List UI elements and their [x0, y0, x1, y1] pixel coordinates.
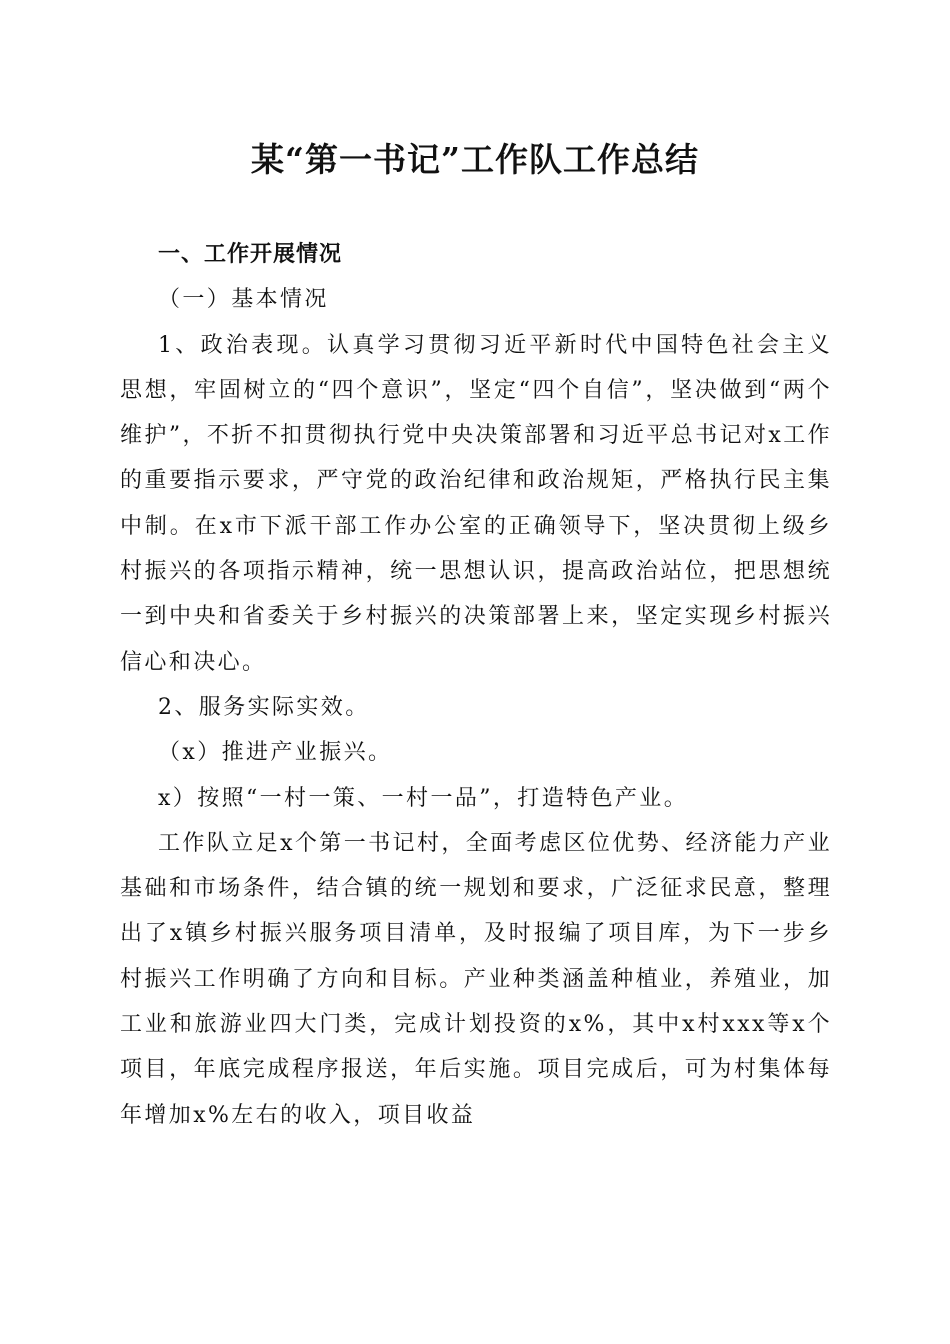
subsection-heading: （一）基本情况 — [158, 287, 329, 313]
document-title: 某“第一书记”工作队工作总结 — [251, 140, 699, 179]
paragraph-team: 工作队立足x个第一书记村，全面考虑区位优势、经济能力产业基础和市场条件，结合镇的统一规划和要求，广泛征求民意，整理出了x镇乡村振兴服务项目清单，及时报编了项目库，为下一步乡村振兴工作明确了方向和目标。产业种类涵盖种植业，养殖业，加工业和旅游业四大门类，完成计划投资的x%，其中x村xxx等x个项目，年底完成程序报送，年后实施。项目完成后，可为村集体每年增加x%左右的收入，项目收益 — [120, 830, 832, 1128]
paragraph-plan: x）按照“一村一策、一村一品”，打造特色产业。 — [158, 785, 689, 811]
paragraph-industry: （x）推进产业振兴。 — [158, 740, 393, 766]
section-heading: 一、工作开展情况 — [158, 242, 343, 267]
paragraph-service: 2、服务实际实效。 — [158, 694, 370, 720]
document-body — [120, 232, 832, 1138]
paragraph-political: 1、政治表现。认真学习贯彻习近平新时代中国特色社会主义思想，牢固树立的“四个意识”，坚定“四个自信”，坚决做到“两个维护”，不折不扣贯彻执行党中央决策部署和习近平总书记对x工作的重要指示要求，严守党的政治纪律和政治规矩，严格执行民主集中制。在x市下派干部工作办公室的正确领导下，坚决贯彻上级乡村振兴的各项指示精神，统一思想认识，提高政治站位，把思想统一到中央和省委关于乡村振兴的决策部署上来，坚定实现乡村振兴信心和决心。 — [120, 332, 832, 675]
